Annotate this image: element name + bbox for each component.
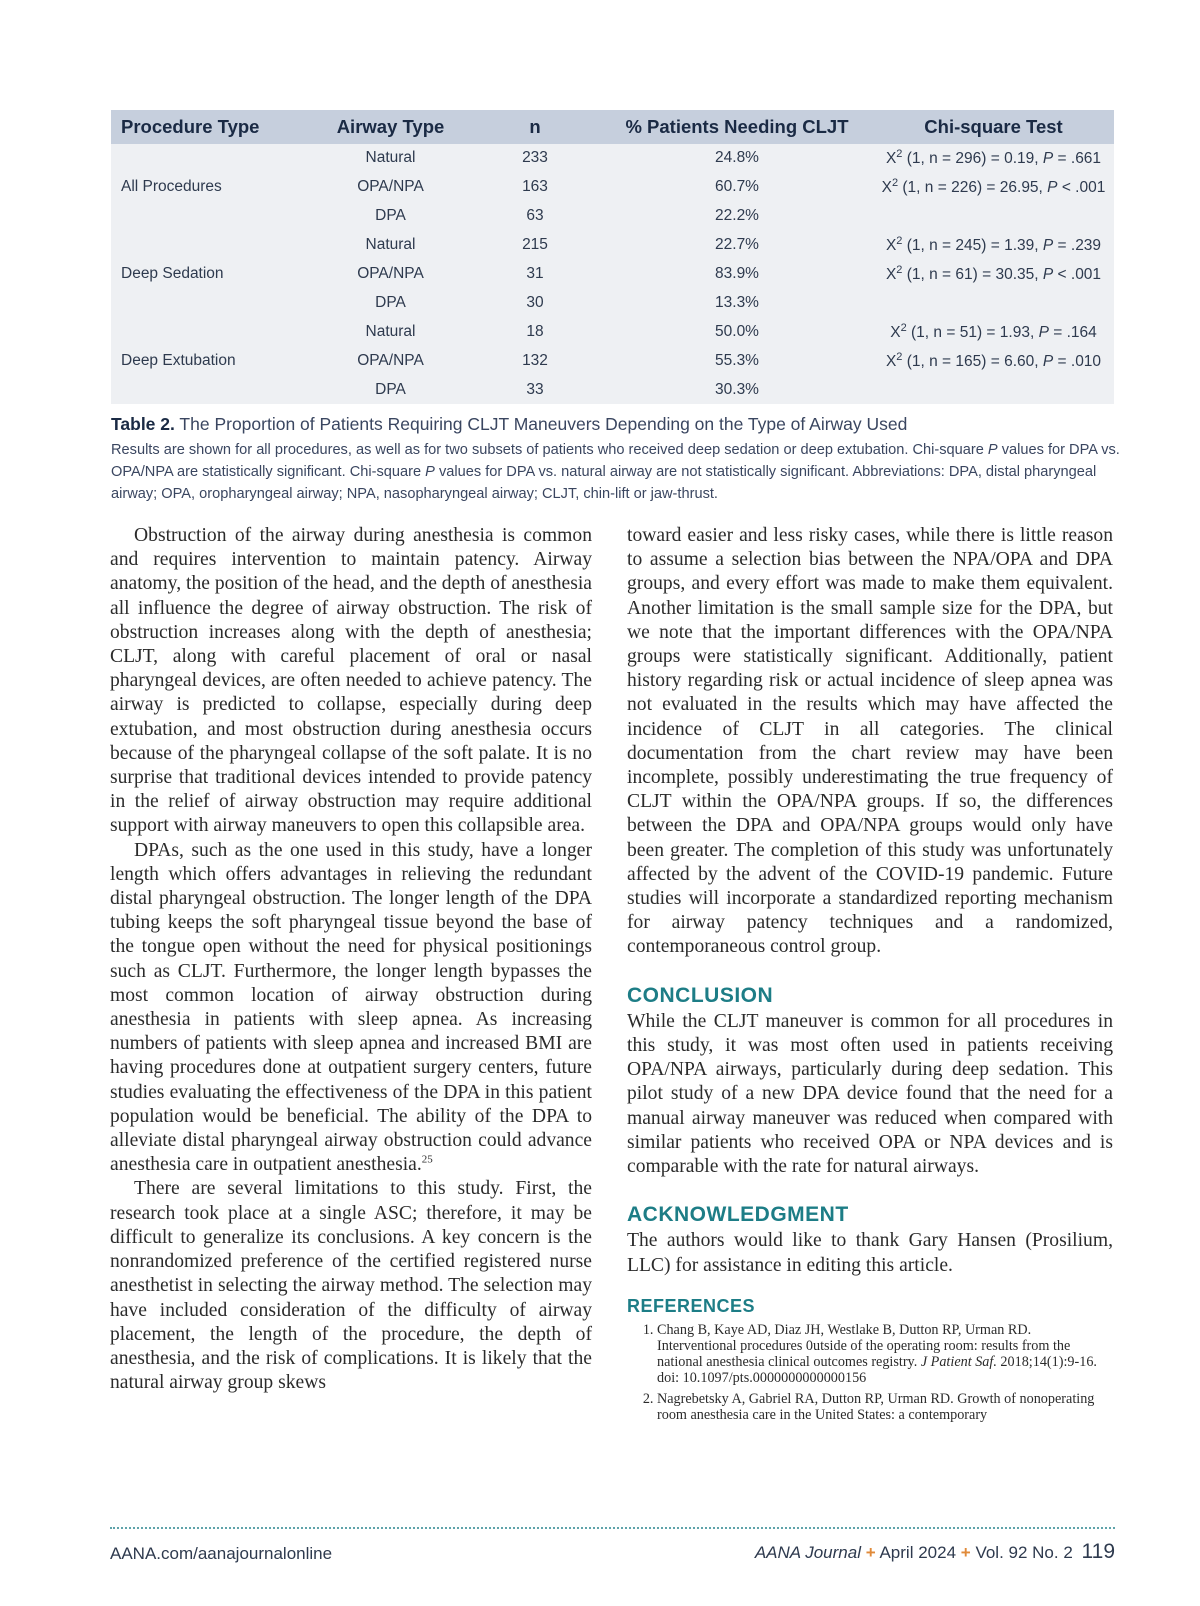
header-airway-type: Airway Type [312,110,469,144]
header-percent-cljt: % Patients Needing CLJT [601,110,873,144]
cell-chi: $X^2$ (1, n = 61) = 30.35, P < .001 [885,263,1102,284]
cell-airway: Natural [365,322,416,340]
cell-chi: $X^2$ (1, n = 226) = 26.95, P < .001 [881,177,1106,197]
table-header-row [111,110,1114,144]
cell-pct: 13.3% [715,293,759,311]
cell-chi: $X^2$ (1, n = 245) = 1.39, P = .239 [885,235,1102,255]
cell-pct: 30.3% [715,380,759,398]
cell-pct: 55.3% [715,351,759,369]
cell-chi: $X^2$ (1, n = 296) = 0.19, P = .661 [885,148,1102,168]
caption-label: Table 2. [111,414,175,434]
cell-n: 233 [522,149,548,167]
table-row [111,317,1114,346]
cell-procedure [111,202,312,231]
issue-date: April 2024 [879,1543,957,1562]
table-row [111,375,1114,404]
table-row [111,260,1114,289]
results-table [111,110,1114,404]
left-column [110,524,592,1395]
cell-airway: OPA/NPA [357,265,424,282]
cell-procedure [111,375,312,404]
conclusion-paragraph: While the CLJT maneuver is common for all procedures in this study, it was most often used in patients receiving OPA/NPA airways, particularly during deep sedation. This pilot study of a new DPA device found that the need for a manual airway maneuver was reduced when compared with similar patients who received OPA or NPA devices and is comparable with the rate for natural airways. [627,1010,1113,1178]
journal-info [755,1540,1115,1564]
cell-chi [873,288,1114,317]
cell-procedure [111,317,312,346]
table-row [111,202,1114,231]
cell-chi: $X^2$ (1, n = 165) = 6.60, P = .010 [885,350,1102,370]
reference-item: 1. Chang B, Kaye AD, Diaz JH, Westlake B, Dutton RP, Urman RD. Interventional procedures 0utside of the operating room: results from the national anesthesia clinical outcomes registry. J Patient Saf. 2018;14(1):9-16. doi: 10.1097/pts.0000000000000156 [657,1322,1113,1386]
page-footer [110,1542,1115,1568]
cell-chi: $X^2$ (1, n = 51) = 1.93, P = .164 [890,321,1097,341]
header-n: n [469,110,601,144]
cell-chi [873,375,1114,404]
table-row [111,144,1114,173]
cell-procedure: Deep Sedation [121,265,224,282]
table-row [111,231,1114,260]
plus-icon: + [960,1543,971,1562]
cell-airway: DPA [375,380,406,398]
cell-procedure [111,288,312,317]
body-paragraph: toward easier and less risky cases, while there is little reason to assume a selection bias between the NPA/OPA and DPA groups, and every effort was made to make them equivalent. Another limitation is the small sample size for the DPA, but we note that the important differences with the OPA/NPA groups were statistically significant. Additionally, patient history regarding risk or actual incidence of sleep apnea was not evaluated in the results which may have affected the incidence of CLJT in all categories. The clinical documentation from the chart review may have been incomplete, possibly underestimating the true frequency of CLJT within the OPA/NPA groups. If so, the differences between the DPA and OPA/NPA groups would only have been greater. The completion of this study was unfortunately affected by the advent of the COVID-19 pandemic. Future studies will incorporate a standardized reporting mechanism for airway patency techniques and a randomized, contemporaneous control group. [627,525,1113,958]
cell-airway: OPA/NPA [357,178,424,196]
cell-n: 30 [526,293,544,311]
cell-airway: Natural [365,149,416,167]
cell-procedure [111,144,312,173]
body-paragraph: DPAs, such as the one used in this study, have a longer length which offers advantages in relieving the redundant distal pharyngeal obstruction. The longer length of the DPA tubing keeps the soft pharyngeal tissue beyond the base of the tongue open without the need for physical positionings such as CLJT. Furthermore, the longer length bypasses the most common location of airway obstruction during anesthesia in patients with sleep apnea. As increasing numbers of patients with sleep apnea and increased BMI are having procedures done at outpatient surgery centers, future studies evaluating the effectiveness of the DPA in this patient population would be beneficial. The ability of the DPA to alleviate distal pharyngeal airway obstruction could advance anesthesia care in outpatient anesthesia.$^{25}$ [110,839,592,1176]
cell-airway: DPA [375,293,406,311]
citation: 25 [421,1153,433,1166]
acknowledgment-heading: ACKNOWLEDGMENT [627,1203,849,1227]
acknowledgment-paragraph: The authors would like to thank Gary Hansen (Prosilium, LLC) for assistance in editing this article. [627,1230,1113,1276]
volume-issue: Vol. 92 No. 2 [975,1543,1073,1562]
cell-procedure [111,231,312,260]
conclusion-heading: CONCLUSION [627,983,774,1007]
cell-n: 215 [522,236,548,254]
cell-pct: 22.2% [715,207,759,225]
reference-item: 2. Nagrebetsky A, Gabriel RA, Dutton RP, Urman RD. Growth of nonoperating room anesthesia care in the United States: a contemporary [657,1391,1113,1423]
header-chi-square: Chi-square Test [873,110,1114,144]
cell-chi [873,202,1114,231]
body-paragraph: There are several limitations to this study. First, the research took place at a single ASC; therefore, it may be difficult to generalize its conclusions. A key concern is the nonrandomized preference of the certified registered nurse anesthetist in selecting the airway method. The selection may have included consideration of the difficulty of airway placement, the length of the procedure, the depth of anesthesia, and the risk of complications. It is likely that the natural airway group skews [110,1178,592,1394]
cell-n: 33 [526,380,544,398]
cell-procedure: All Procedures [121,178,222,196]
table-row [111,173,1114,202]
table-row [111,288,1114,317]
cell-n: 163 [522,178,548,196]
plus-icon: + [865,1543,876,1562]
table-caption [111,414,1121,505]
cell-n: 63 [526,207,544,225]
cell-pct: 22.7% [715,236,759,254]
cell-n: 132 [522,351,548,369]
cell-procedure: Deep Extubation [121,351,236,369]
page-number: 119 [1081,1540,1115,1563]
cell-n: 31 [526,265,544,282]
cell-n: 18 [526,322,544,340]
caption-body: Results are shown for all procedures, as well as for two subsets of patients who received deep sedation or deep extubation. Chi-square P values for DPA vs. OPA/NPA are statistically significant. Chi-square P values for DPA vs. natural airway are not statistically significant. Abbreviations: DPA, distal pharyngeal airway; OPA, oropharyngeal airway; NPA, nasopharyngeal airway; CLJT, chin-lift or jaw-thrust. [111,442,1120,502]
journal-url[interactable]: AANA.com/aanajournalonline [110,1544,333,1563]
table-row [111,346,1114,375]
cell-pct: 60.7% [715,178,759,196]
right-column [627,524,1113,1428]
journal-name: AANA Journal [754,1543,861,1562]
cell-airway: OPA/NPA [357,351,424,369]
references-heading: REFERENCES [627,1295,756,1316]
header-procedure-type: Procedure Type [111,110,312,144]
cell-pct: 83.9% [715,265,759,282]
cell-airway: Natural [365,236,416,254]
table-2 [111,110,1114,404]
reference-list [627,1322,1113,1423]
cell-pct: 50.0% [715,322,759,340]
cell-airway: DPA [375,207,406,225]
footer-divider [110,1527,1115,1529]
cell-pct: 24.8% [715,149,759,167]
body-paragraph: Obstruction of the airway during anesthesia is common and requires intervention to maintain patency. Airway anatomy, the position of the head, and the depth of anesthesia all influence the degree of airway obstruction. The risk of obstruction increases along with the depth of anesthesia; CLJT, along with careful placement of oral or nasal pharyngeal devices, are often needed to achieve patency. The airway is predicted to collapse, especially during deep extubation, and most obstruction during anesthesia occurs because of the pharyngeal collapse of the soft palate. It is no surprise that traditional devices intended to provide patency in the relief of airway obstruction may require additional support with airway maneuvers to open this collapsible area. [110,525,592,837]
caption-title: Table 2. The Proportion of Patients Requiring CLJT Maneuvers Depending on the Type of Airway Used [111,414,908,434]
